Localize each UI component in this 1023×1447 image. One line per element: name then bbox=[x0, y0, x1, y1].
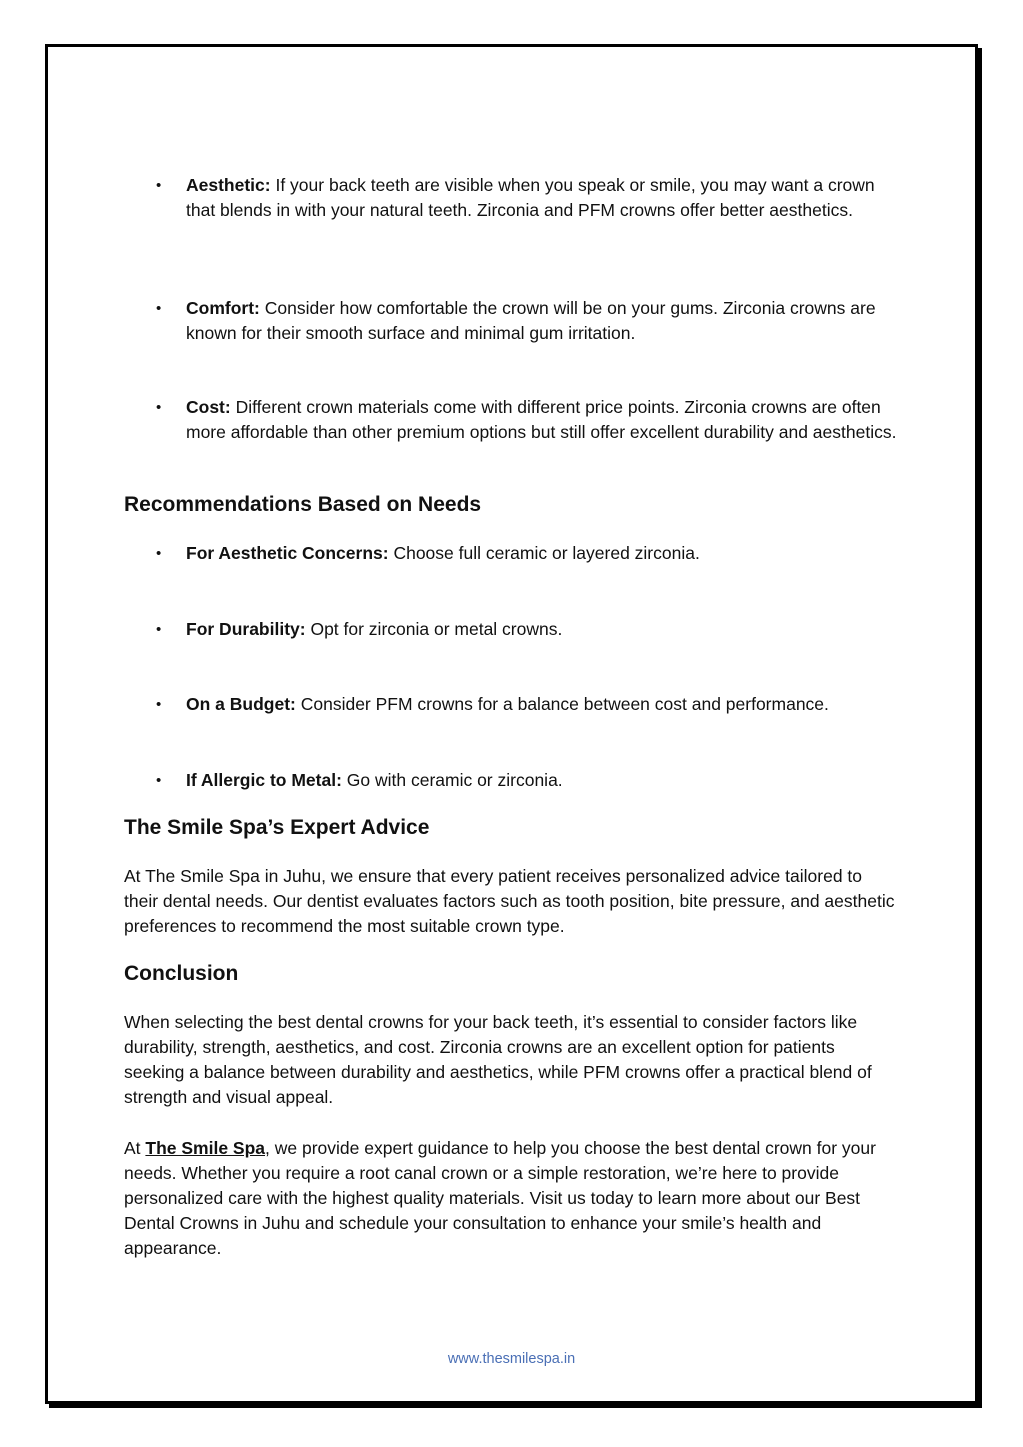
list-item-term: For Aesthetic Concerns: bbox=[186, 543, 389, 563]
list-item-term: Cost: bbox=[186, 397, 231, 417]
footer-website-link[interactable]: www.thesmilespa.in bbox=[447, 1351, 576, 1367]
list-item-description: Choose full ceramic or layered zirconia. bbox=[388, 543, 700, 563]
bullet-icon: • bbox=[156, 177, 162, 194]
list-item-term: Comfort: bbox=[186, 298, 260, 318]
list-item-text bbox=[186, 692, 904, 717]
expert-advice-paragraph: At The Smile Spa in Juhu, we ensure that every patient receives personalized advice tailored to their dental needs. Our dentist evaluates factors such as tooth position, bite pressure, and aesthetic preferences to recommend the most suitable crown type. bbox=[124, 866, 895, 936]
expert-advice-heading: The Smile Spa’s Expert Advice bbox=[124, 816, 430, 839]
bullet-icon: • bbox=[156, 696, 162, 713]
list-item-description: Go with ceramic or zirconia. bbox=[341, 770, 563, 790]
list-item-term: Aesthetic: bbox=[186, 175, 271, 195]
conclusion-paragraph-2 bbox=[124, 1136, 899, 1261]
bullet-icon: • bbox=[156, 621, 162, 638]
list-item-term: On a Budget: bbox=[186, 694, 296, 714]
list-item-text bbox=[186, 296, 904, 346]
list-item-description: If your back teeth are visible when you speak or smile, you may want a crown that blends in with your natural teeth. Zirconia and PFM crowns offer better aesthetics. bbox=[186, 175, 875, 220]
list-item-text bbox=[186, 173, 904, 223]
list-item-text bbox=[186, 395, 904, 445]
list-item-text bbox=[186, 541, 904, 566]
bullet-icon: • bbox=[156, 300, 162, 317]
recommendations-heading: Recommendations Based on Needs bbox=[124, 493, 482, 516]
conclusion-heading: Conclusion bbox=[124, 962, 239, 985]
bullet-icon: • bbox=[156, 772, 162, 789]
list-item-description: Consider PFM crowns for a balance between cost and performance. bbox=[295, 694, 829, 714]
bullet-icon: • bbox=[156, 545, 162, 562]
list-item-term: If Allergic to Metal: bbox=[186, 770, 342, 790]
list-item-description: Opt for zirconia or metal crowns. bbox=[305, 619, 563, 639]
list-item-term: For Durability: bbox=[186, 619, 306, 639]
bullet-icon: • bbox=[156, 399, 162, 416]
paragraph-suffix: , we provide expert guidance to help you choose the best dental crown for your needs. Whether you require a root canal crown or a simple restoration, we’re here to provide personalized care with the highest quality materials. Visit us today to learn more about our Best Dental Crowns in Juhu and schedule your consultation to enhance your smile’s health and appearance. bbox=[124, 1138, 876, 1258]
list-item-description: Consider how comfortable the crown will be on your gums. Zirconia crowns are known for their smooth surface and minimal gum irritation. bbox=[186, 298, 876, 343]
list-item-description: Different crown materials come with different price points. Zirconia crowns are often more affordable than other premium options but still offer excellent durability and aesthetics. bbox=[186, 397, 897, 442]
list-item-text bbox=[186, 768, 904, 793]
smile-spa-link[interactable]: The Smile Spa bbox=[145, 1138, 266, 1158]
paragraph-prefix: At bbox=[124, 1138, 146, 1158]
list-item-text bbox=[186, 617, 904, 642]
conclusion-paragraph-1: When selecting the best dental crowns for your back teeth, it’s essential to consider factors like durability, strength, aesthetics, and cost. Zirconia crowns are an excellent option for patients seeking a balance between durability and aesthetics, while PFM crowns offer a practical blend of strength and visual appeal. bbox=[124, 1012, 872, 1107]
